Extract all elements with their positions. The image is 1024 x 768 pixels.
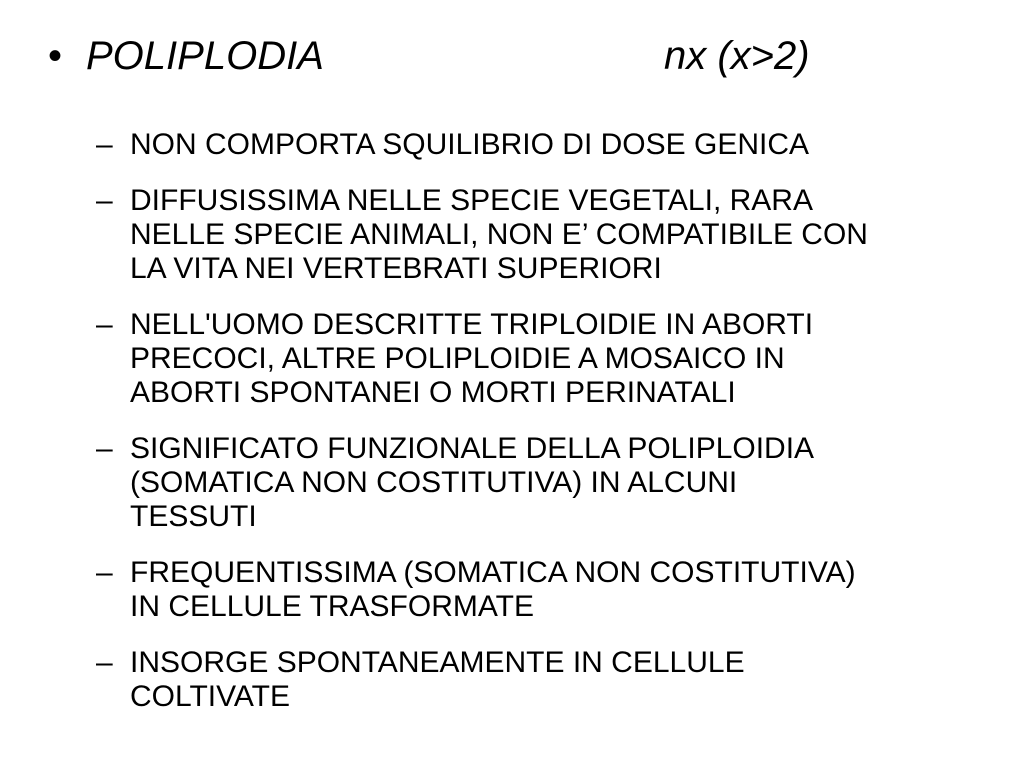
sub-point-text: FREQUENTISSIMA (SOMATICA NON COSTITUTIVA) IN CELLULE TRASFORMATE: [130, 556, 856, 623]
main-bullet: [48, 32, 826, 80]
dash-bullet-icon: –: [96, 308, 113, 341]
bullet-dot-icon: •: [48, 34, 63, 78]
sub-point-text: SIGNIFICATO FUNZIONALE DELLA POLIPLOIDIA (SOMATICA NON COSTITUTIVA) IN ALCUNI TESSUTI: [130, 432, 815, 533]
dash-bullet-icon: –: [96, 128, 113, 161]
dash-bullet-icon: –: [96, 432, 113, 465]
title-formula: nx (x>2): [664, 34, 810, 78]
sub-point: [96, 556, 996, 624]
sub-point: [96, 432, 996, 534]
slide-title: [86, 32, 826, 80]
dash-bullet-icon: –: [96, 184, 113, 217]
title-text: POLIPLODIA: [86, 34, 324, 78]
sub-point: [96, 184, 996, 286]
dash-bullet-icon: –: [96, 556, 113, 589]
sub-point-list: [96, 128, 996, 736]
sub-point: [96, 646, 996, 714]
sub-point-text: INSORGE SPONTANEAMENTE IN CELLULE COLTIVATE: [130, 646, 745, 713]
sub-point: [96, 128, 996, 162]
sub-point: [96, 308, 996, 410]
sub-point-text: DIFFUSISSIMA NELLE SPECIE VEGETALI, RARA NELLE SPECIE ANIMALI, NON E’ COMPATIBILE CON LA VITA NEI VERTEBRATI SUPERIORI: [130, 184, 868, 285]
sub-point-text: NELL'UOMO DESCRITTE TRIPLOIDIE IN ABORTI PRECOCI, ALTRE POLIPLOIDIE A MOSAICO IN ABORTI SPONTANEI O MORTI PERINATALI: [130, 308, 814, 409]
dash-bullet-icon: –: [96, 646, 113, 679]
sub-point-text: NON COMPORTA SQUILIBRIO DI DOSE GENICA: [130, 128, 809, 161]
